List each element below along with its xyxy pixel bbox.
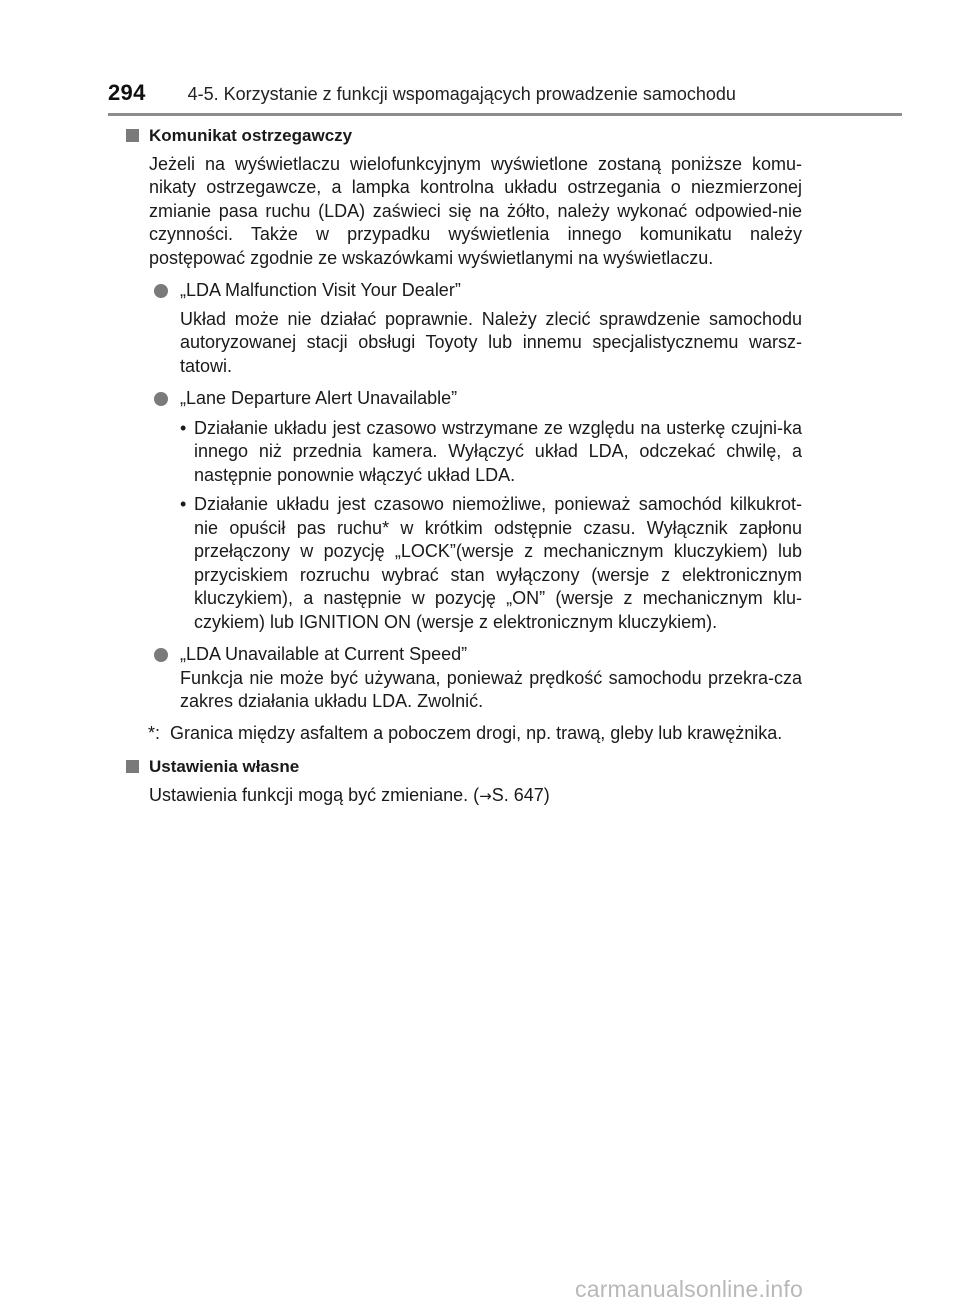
- section-heading-settings: [108, 755, 802, 779]
- settings-text: Ustawienia funkcji mogą być zmieniane. (: [149, 784, 480, 805]
- circle-bullet-icon: [154, 284, 168, 298]
- footnote-mark: *:: [148, 722, 161, 743]
- circle-bullet-icon: [154, 392, 168, 406]
- list-item-lda-unavailable-speed: [108, 643, 802, 667]
- footnote: [148, 722, 802, 746]
- circle-bullet-icon: [154, 648, 168, 662]
- section-heading-label: Ustawienia własne: [149, 757, 300, 776]
- sub-bullet: [180, 417, 802, 488]
- page-number: 294: [108, 80, 146, 105]
- settings-paragraph: [149, 784, 802, 809]
- arrow-right-icon: →: [479, 786, 492, 805]
- section-heading-label: Komunikat ostrzegawczy: [149, 126, 353, 145]
- page-reference-link[interactable]: S. 647): [491, 784, 550, 805]
- sub-bullet: [180, 493, 802, 634]
- sub-bullet-text: Działanie układu jest czasowo niemożliwe, ponieważ samochód kilkukrot-nie opuścił pas ruchu* w krótkim odstępnie czasu. Wyłącznik zapłonu przełączony w pozycję „LOCK”(wersje z mechanicznym kluczykiem) lub przyciskiem rozruchu wybrać stan wyłączony (wersje z elektronicznym kluczykiem), a następnie w pozycję „ON” (wersje z mechanicznym klu-czykiem) lub IGNITION ON (wersje z elektronicznym kluczykiem).: [194, 494, 802, 632]
- running-title: 4-5. Korzystanie z funkcji wspomagających prowadzenie samochodu: [187, 84, 736, 104]
- page-content: [108, 124, 802, 808]
- sub-bullet-text: Działanie układu jest czasowo wstrzymane ze względu na usterkę czujni-ka innego niż przednia kamera. Wyłączyć układ LDA, odczekać chwilę, a następnie ponownie włączyć układ LDA.: [194, 417, 802, 485]
- warning-intro-paragraph: Jeżeli na wyświetlaczu wielofunkcyjnym wyświetlone zostaną poniższe komu-nikaty ostrzegawcze, a lampka kontrolna układu ostrzegania o niezmierzonej zmianie pasa ruchu (LDA) zaświeci się na żółto, należy wykonać odpowied-nie czynności. Także w przypadku wyświetlenia innego komunikatu należy postępować zgodnie ze wskazówkami wyświetlanymi na wyświetlaczu.: [149, 153, 802, 268]
- square-bullet-icon: [126, 129, 139, 142]
- item-title: „LDA Unavailable at Current Speed”: [180, 644, 468, 664]
- square-bullet-icon: [126, 760, 139, 773]
- list-item-lda-malfunction: [108, 279, 802, 303]
- watermark: carmanualsonline.info: [575, 1276, 803, 1302]
- item-description: Funkcja nie może być używana, ponieważ prędkość samochodu przekra-cza zakres działania układu LDA. Zwolnić.: [180, 667, 802, 711]
- item-title: „Lane Departure Alert Unavailable”: [180, 388, 458, 408]
- item-description: Układ może nie działać poprawnie. Należy zlecić sprawdzenie samochodu autoryzowanej stacji obsługi Toyoty lub innemu specjalistycznemu warsz-tatowi.: [180, 308, 802, 376]
- footnote-text: Granica między asfaltem a poboczem drogi, np. trawą, gleby lub krawężnika.: [170, 722, 783, 743]
- item-title: „LDA Malfunction Visit Your Dealer”: [180, 280, 461, 300]
- dot-bullet-icon: •: [180, 494, 187, 514]
- page-header: [108, 80, 736, 106]
- section-heading-warning: [108, 124, 802, 148]
- header-divider: [108, 113, 902, 116]
- list-item-lane-departure-unavailable: [108, 387, 802, 411]
- dot-bullet-icon: •: [180, 417, 187, 438]
